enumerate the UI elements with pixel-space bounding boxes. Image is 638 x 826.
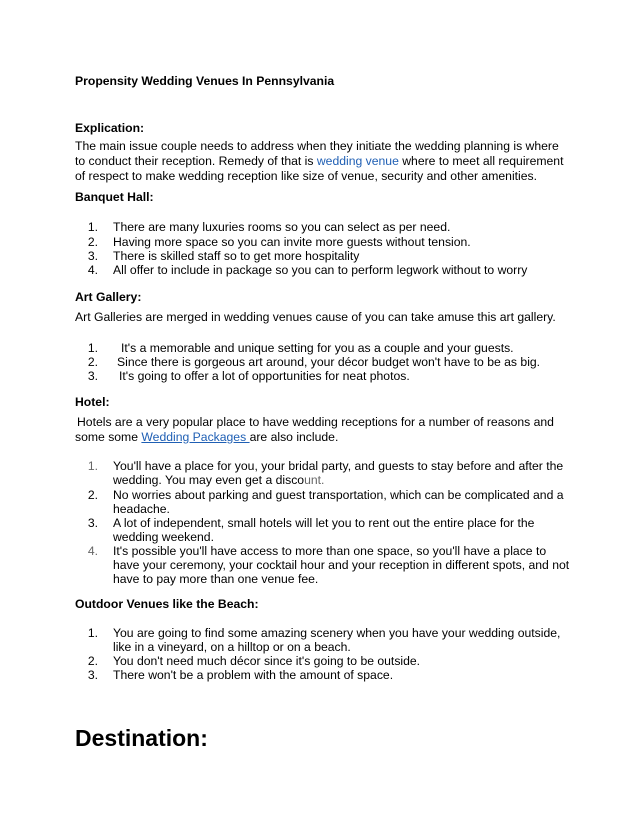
- explication-line-1: The main issue couple needs to address when they initiate the wedding planning is where: [75, 139, 559, 153]
- list-item-line: A lot of independent, small hotels will let you to rent out the entire place for the: [113, 516, 535, 530]
- list-number: 3.: [87, 516, 98, 530]
- explication-heading: Explication:: [75, 121, 145, 135]
- list-item-line: wedding weekend.: [113, 530, 214, 544]
- document-title: Propensity Wedding Venues In Pennsylvania: [75, 74, 335, 88]
- list-item-line: You don't need much décor since it's going to be outside.: [113, 654, 421, 668]
- list-item-line: You are going to find some amazing scenery when you have your wedding outside,: [113, 626, 561, 640]
- hotel-text: are also include.: [249, 430, 339, 444]
- list-item: It's going to offer a lot of opportunities for neat photos.: [119, 369, 410, 383]
- list-item-text: wedding. You may even get a disco: [113, 473, 305, 487]
- art-heading: Art Gallery:: [75, 290, 142, 304]
- list-number: 3.: [87, 668, 98, 682]
- list-item-line: You'll have a place for you, your bridal party, and guests to stay before and after the: [113, 459, 564, 473]
- list-number: 1.: [87, 341, 98, 355]
- outdoor-heading: Outdoor Venues like the Beach:: [75, 597, 259, 611]
- list-number: 1.: [87, 626, 98, 640]
- list-number: 2.: [87, 235, 98, 249]
- list-number: 3.: [87, 369, 98, 383]
- destination-heading: Destination:: [75, 725, 208, 751]
- list-item: It's a memorable and unique setting for you as a couple and your guests.: [121, 341, 514, 355]
- list-item-text: unt.: [304, 473, 325, 487]
- explication-line-3: of respect to make wedding reception like size of venue, security and other amenities.: [75, 169, 538, 183]
- list-number: 2.: [87, 654, 98, 668]
- list-item: Since there is gorgeous art around, your décor budget won't have to be as big.: [117, 355, 541, 369]
- list-item-line: No worries about parking and guest transportation, which can be complicated and a: [113, 488, 564, 502]
- banquet-heading: Banquet Hall:: [75, 190, 154, 204]
- list-item-line: [113, 473, 324, 488]
- list-item-line: have to pay more than one venue fee.: [113, 572, 319, 586]
- list-item-line: headache.: [113, 502, 170, 516]
- list-item-line: There won't be a problem with the amount of space.: [113, 668, 394, 682]
- list-number: 1.: [87, 220, 98, 234]
- hotel-intro-2: [75, 430, 338, 445]
- list-item: All offer to include in package so you can to perform legwork without to worry: [113, 263, 528, 277]
- explication-text: where to meet all requirement: [398, 154, 564, 168]
- hotel-intro-1: Hotels are a very popular place to have wedding receptions for a number of reasons and: [77, 415, 554, 429]
- list-number: 2.: [87, 488, 98, 502]
- wedding-packages-link[interactable]: Wedding Packages: [141, 430, 250, 444]
- list-item-line: like in a vineyard, on a hilltop or on a beach.: [113, 640, 351, 654]
- list-number: 4.: [87, 263, 98, 277]
- hotel-heading: Hotel:: [75, 395, 110, 409]
- list-number: 3.: [87, 249, 98, 263]
- explication-text: to conduct their reception. Remedy of that is: [75, 154, 317, 168]
- wedding-venue-link[interactable]: wedding venue: [316, 154, 399, 168]
- art-intro: Art Galleries are merged in wedding venues cause of you can take amuse this art gallery.: [75, 310, 556, 324]
- explication-line-2: [75, 154, 563, 169]
- list-number: 4.: [87, 544, 98, 558]
- list-item: There are many luxuries rooms so you can select as per need.: [113, 220, 451, 234]
- hotel-text: some some: [75, 430, 142, 444]
- list-item-line: have your ceremony, your cocktail hour and your reception in different spots, and not: [113, 558, 570, 572]
- list-item-line: It's possible you'll have access to more than one space, so you'll have a place to: [113, 544, 547, 558]
- list-number: 2.: [87, 355, 98, 369]
- list-item: There is skilled staff so to get more hospitality: [113, 249, 360, 263]
- list-number: 1.: [87, 459, 98, 473]
- list-item: Having more space so you can invite more guests without tension.: [113, 235, 471, 249]
